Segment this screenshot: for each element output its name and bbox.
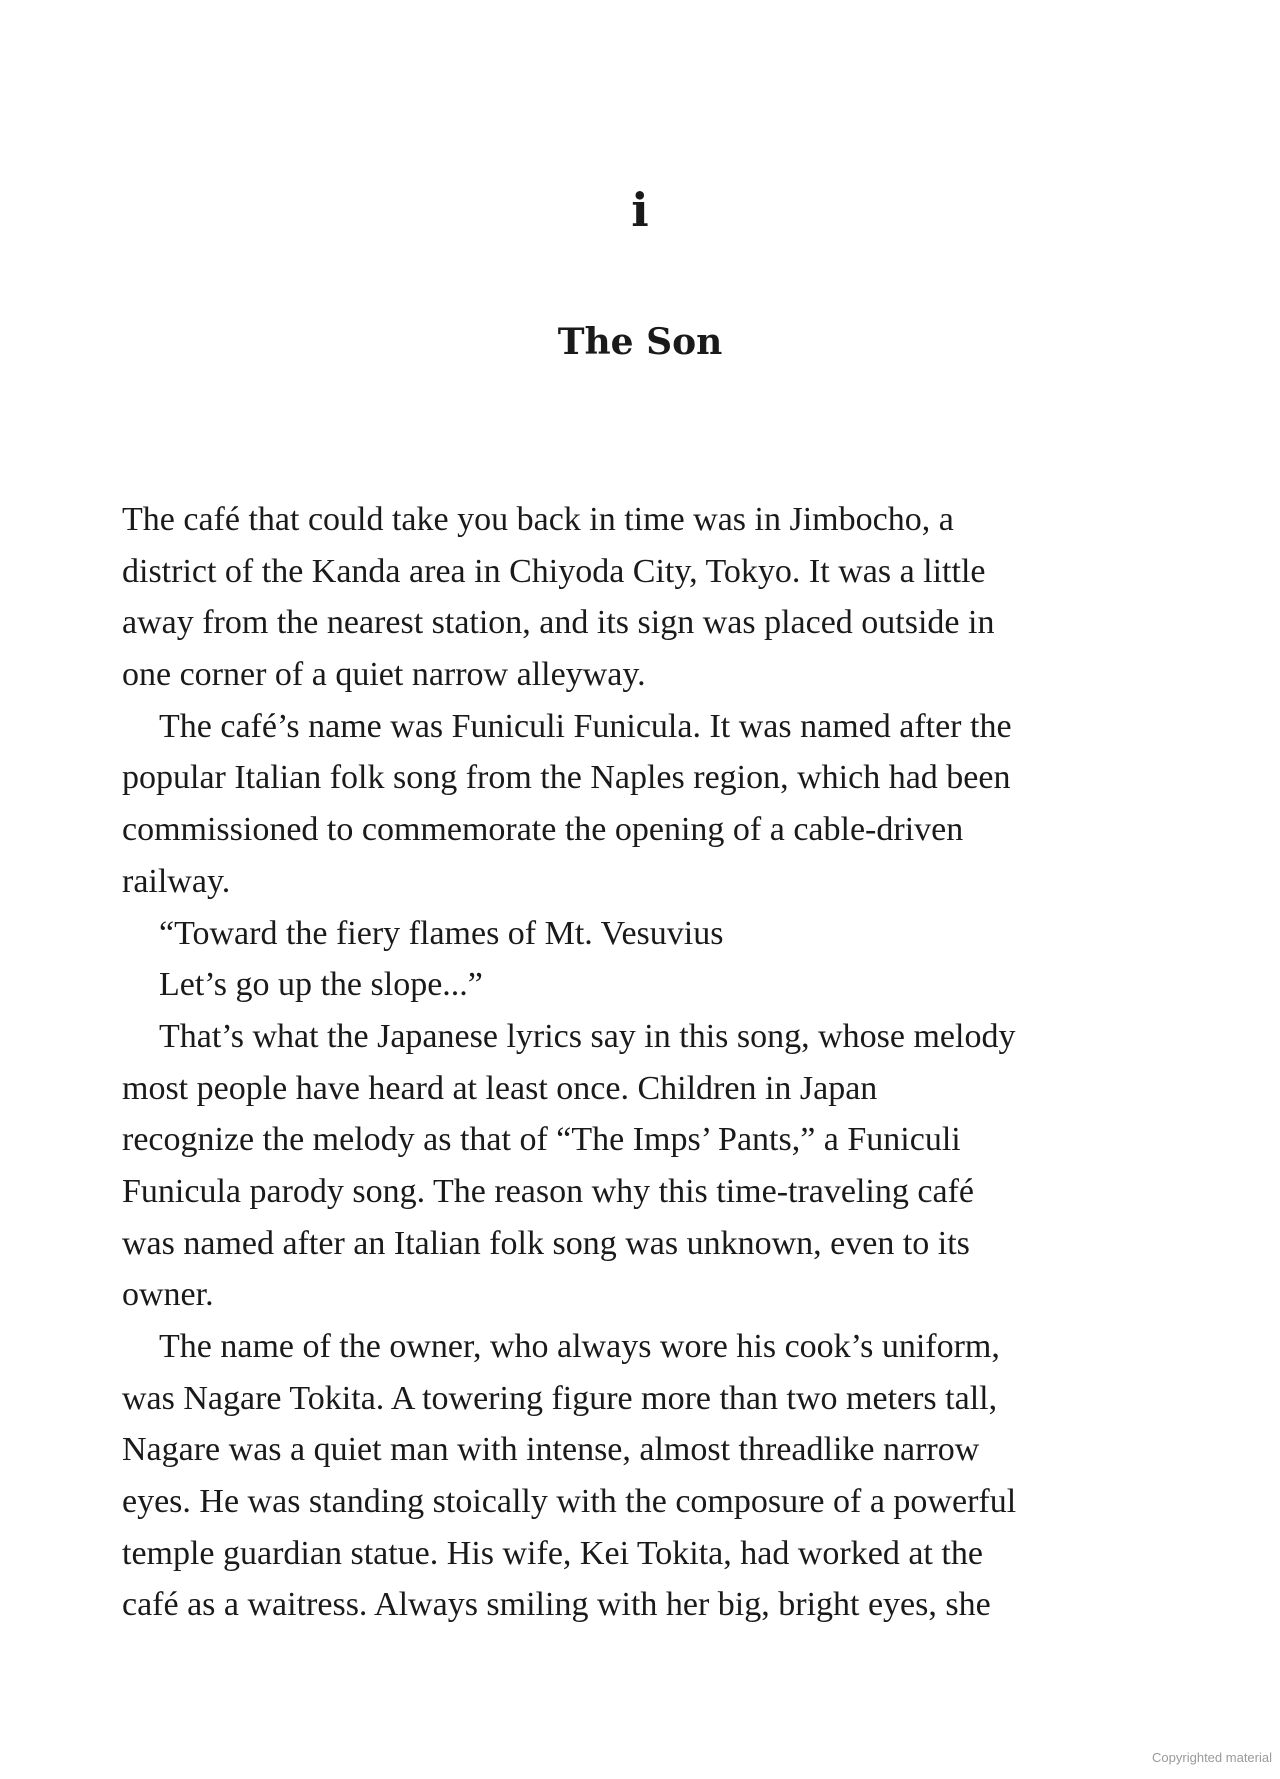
text-line: café as a waitress. Always smiling with her big, bright eyes, she xyxy=(122,1586,991,1624)
text-line: Funicula parody song. The reason why this time-traveling café xyxy=(122,1172,974,1210)
chapter-number: i xyxy=(631,183,649,237)
copyright-watermark: Copyrighted material xyxy=(1152,1750,1272,1765)
text-line: most people have heard at least once. Children in Japan xyxy=(122,1069,878,1107)
body-text xyxy=(122,494,1162,1631)
text-line: district of the Kanda area in Chiyoda City, Tokyo. It was a little xyxy=(122,552,986,590)
text-line: The name of the owner, who always wore his cook’s uniform, xyxy=(159,1328,1000,1365)
text-line: away from the nearest station, and its sign was placed outside in xyxy=(122,604,995,642)
text-line: recognize the melody as that of “The Imps’ Pants,” a Funiculi xyxy=(122,1121,961,1159)
text-line: was Nagare Tokita. A towering figure more than two meters tall, xyxy=(122,1379,998,1417)
text-line: owner. xyxy=(122,1276,214,1314)
text-line: popular Italian folk song from the Naples region, which had been xyxy=(122,759,1011,797)
text-line: The café’s name was Funiculi Funicula. It was named after the xyxy=(159,707,1012,745)
text-line: railway. xyxy=(122,862,231,900)
text-line: was named after an Italian folk song was unknown, even to its xyxy=(122,1224,970,1262)
text-line: The café that could take you back in time was in Jimbocho, a xyxy=(122,501,954,538)
text-line: Let’s go up the slope...” xyxy=(159,966,483,1004)
text-line: Nagare was a quiet man with intense, almost threadlike narrow xyxy=(122,1431,980,1469)
text-line: temple guardian statue. His wife, Kei Tokita, had worked at the xyxy=(122,1534,983,1572)
text-line: “Toward the fiery flames of Mt. Vesuvius xyxy=(159,914,724,952)
text-line: That’s what the Japanese lyrics say in this song, whose melody xyxy=(159,1017,1016,1055)
text-line: commissioned to commemorate the opening of a cable-driven xyxy=(122,811,964,849)
chapter-title: The Son xyxy=(557,321,723,363)
text-line: eyes. He was standing stoically with the composure of a powerful xyxy=(122,1483,1017,1521)
text-line: one corner of a quiet narrow alleyway. xyxy=(122,656,646,694)
